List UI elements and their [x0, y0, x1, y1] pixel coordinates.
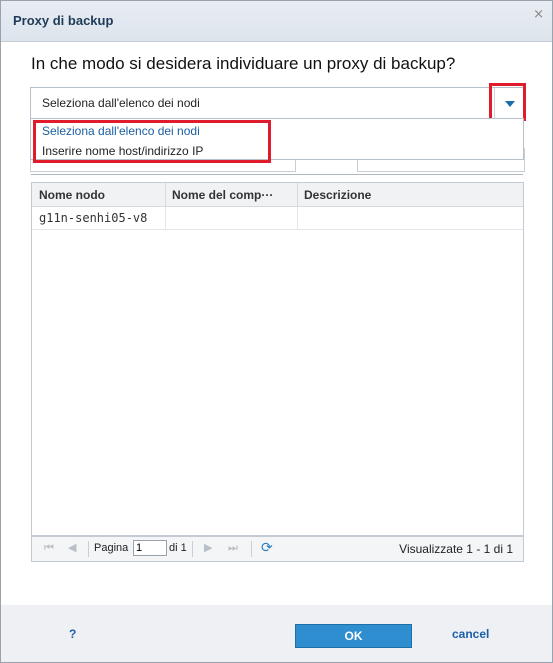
- pager-status: Visualizzate 1 - 1 di 1: [399, 542, 513, 556]
- pager-divider: [192, 541, 193, 557]
- page-number-input[interactable]: [133, 540, 167, 556]
- highlight-box-options: [33, 120, 271, 163]
- dialog-titlebar: [1, 1, 552, 42]
- first-page-icon[interactable]: ⏮: [44, 541, 54, 554]
- ok-button[interactable]: OK: [295, 624, 412, 648]
- separator: [31, 174, 523, 175]
- pager-divider: [251, 541, 252, 557]
- close-icon[interactable]: ×: [533, 7, 544, 22]
- question-text: In che modo si desidera individuare un proxy di backup?: [31, 54, 456, 73]
- page-count-label: di 1: [169, 542, 187, 554]
- column-node-name[interactable]: Nome nodo: [39, 188, 105, 202]
- dialog-title: Proxy di backup: [13, 13, 114, 28]
- column-computer-name[interactable]: Nome del comp···: [172, 188, 274, 202]
- dialog-body: [1, 42, 552, 605]
- grid-header: [32, 183, 523, 207]
- grid-pager: [31, 536, 524, 562]
- nodes-grid: [31, 182, 524, 536]
- last-page-icon[interactable]: ⏭: [228, 541, 238, 554]
- cancel-button[interactable]: cancel: [452, 627, 490, 641]
- cell-node-name: g11n-senhi05-v8: [39, 211, 148, 225]
- proxy-method-combo[interactable]: [30, 87, 526, 119]
- refresh-icon[interactable]: ⟳: [261, 540, 273, 556]
- pager-divider: [88, 541, 89, 557]
- column-divider: [165, 183, 166, 206]
- highlight-box-dropdown-button: [489, 83, 526, 121]
- table-row[interactable]: [32, 207, 523, 230]
- page-label: Pagina: [94, 542, 129, 554]
- next-page-icon[interactable]: ▶: [204, 541, 213, 554]
- option-select-from-nodes[interactable]: Seleziona dall'elenco dei nodi: [42, 124, 200, 138]
- dialog-footer: [1, 606, 552, 662]
- row-divider: [297, 207, 298, 229]
- column-divider: [297, 183, 298, 206]
- row-divider: [165, 207, 166, 229]
- help-link[interactable]: ?: [69, 627, 77, 641]
- combo-selected-value: Seleziona dall'elenco dei nodi: [42, 96, 200, 110]
- prev-page-icon[interactable]: ◀: [68, 541, 77, 554]
- option-enter-hostname-ip[interactable]: Inserire nome host/indirizzo IP: [42, 144, 204, 158]
- column-description[interactable]: Descrizione: [304, 188, 372, 202]
